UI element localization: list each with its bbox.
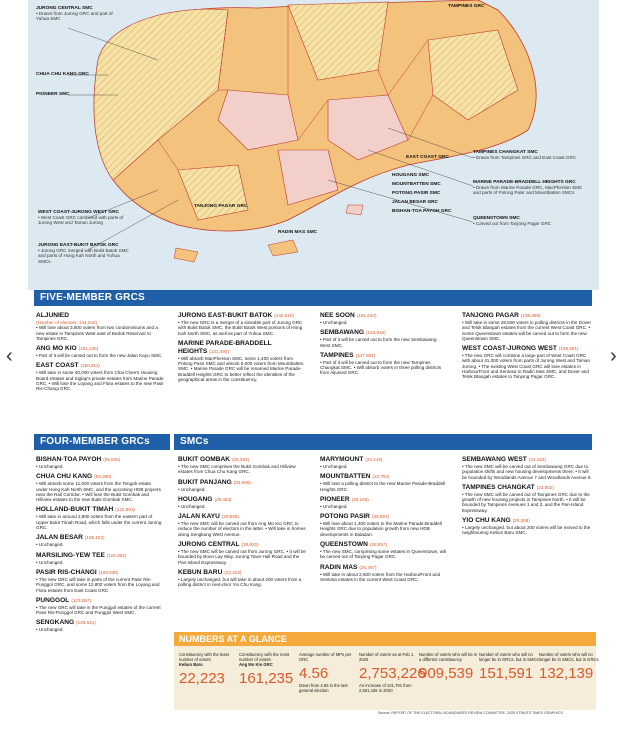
constituency-description: • Will lose about 1,400 voters to the Marine Parade-Braddell Heights GRC due to population growth from new HDB developments in Bidadari. [320, 521, 442, 537]
four-member-heading: FOUR-MEMBER GRCs [34, 434, 170, 450]
constituency-name: SEMBAWANG WEST (24,153) [462, 456, 546, 463]
elector-count: (25,368) [512, 518, 530, 524]
constituency-entry [36, 345, 164, 358]
constituency-entry [320, 496, 448, 509]
constituency-description: • The new SMC will be carved out from Jurong GRC. • It will be bounded by Boon Lay Way, Jurong Town Hall Road and the Pan-Island Expressway. [178, 549, 306, 565]
constituency-entry [36, 569, 164, 593]
constituency-entry [320, 352, 448, 376]
constituency-name: ALJUNIED [36, 312, 69, 319]
constituency-description: • Unchanged. [178, 503, 206, 509]
constituency-name: TAMPINES (147,904) [320, 351, 376, 359]
five-member-heading: FIVE-MEMBER GRCS [34, 290, 592, 306]
elector-note: (Number of electors: 144,032) [36, 320, 98, 325]
constituency-name: MOUNTBATTEN (22,754) [320, 473, 390, 481]
constituency-description: • Will take in some 40,000 voters from Chai Chee's Housing Board estates and Siglap's private estates from Marine Parade GRC. • Will lose the Loyang and Flora estates to the new Pasir Ris-Changi GRC. [36, 370, 164, 392]
constituency-description: • Largely unchanged, but will take in about 200 voters from a polling district in next-door Yio Chu Kang. [178, 576, 302, 588]
map-label-jurong-east-bukit-batok: JURONG EAST-BUKIT BATOK GRC • Jurong GRC merged with Bukit Batok SMC and parts of Hong Kah North and Yuhua SMCs [38, 243, 129, 264]
stat-value: 22,223 [179, 670, 225, 687]
glance-stat [479, 652, 539, 682]
elector-count: (123,557) [71, 597, 92, 603]
island-1 [268, 240, 298, 256]
smc-heading: SMCs [174, 434, 592, 450]
constituency-description: • The new SMC, comprising some estates in Queenstown, will be carved out of Tanjong Pagar GRC. [320, 549, 447, 560]
stat-note: An increase of 101,791 from 2,651,435 in 2020 [359, 683, 412, 693]
elector-count: (150,811) [80, 363, 100, 369]
smc-col-2 [320, 456, 448, 586]
elector-count: (29,433) [214, 496, 232, 502]
constituency-description: • Will lose about 3,800 voters from two condominiums and a new estate in Tampines West east of Bedok Reservoir to Tampines GRC. [36, 325, 158, 341]
glance-stat [299, 652, 359, 693]
constituency-entry [320, 564, 448, 583]
constituency-name: EAST COAST (150,811) [36, 362, 100, 370]
constituency-name: KEBUN BARU (22,223) [178, 568, 242, 576]
constituency-entry [36, 312, 164, 341]
constituency-entry [178, 340, 306, 382]
constituency-description: • The new SMC comprises the Bukit Gombak and Hillview estates from Chua Chu Kang GRC. [178, 464, 296, 475]
stat-label: Constituency with the most number of voters: [239, 652, 290, 662]
map-label-potong-pasir: POTONG PASIR SMC [392, 191, 441, 196]
glance-stat [539, 652, 599, 682]
stat-label: Constituency with the least number of voters: [179, 652, 229, 662]
stat-value: 151,591 [479, 665, 534, 682]
constituency-description: • Unchanged. [36, 542, 64, 548]
stat-value: 132,139 [539, 665, 594, 682]
map-label-tampines: TAMPINES GRC [448, 4, 485, 9]
constituency-name: POTONG PASIR (30,897) [320, 513, 390, 521]
constituency-entry [320, 513, 448, 537]
constituency-entry [462, 517, 592, 536]
map-label-mountbatten: MOUNTBATTEN SMC [392, 182, 441, 187]
elector-count: (100,639) [98, 569, 119, 575]
constituency-description: • The new SMC will be carved out from Ang Mo Kio GRC to reduce the number of electors in the latter. • Will take in homes along Sengkang West Avenue. [178, 521, 306, 537]
elector-count: (23,802) [536, 484, 554, 490]
constituency-entry [36, 362, 164, 391]
stat-label: Average number of MPs per GRC [299, 652, 352, 662]
constituency-description: • The new GRC will take in parts of the current Pasir Ris-Punggol GRC, and some 12,800 voters from the Loyang and Flora estates from East Coast GRC. [36, 576, 160, 593]
elector-count: (147,904) [355, 352, 376, 358]
elector-count: (158,581) [558, 346, 579, 352]
constituency-name: JALAN KAYU (29,565) [178, 513, 240, 521]
glance-heading: NUMBERS AT A GLANCE [174, 632, 596, 646]
constituency-name: TAMPINES CHANGKAT (23,802) [462, 483, 554, 491]
glance-stat [239, 652, 299, 687]
elector-count: (29,620) [241, 542, 259, 548]
five-col-1 [36, 312, 164, 396]
constituency-entry [320, 312, 448, 325]
map-label-east-coast: EAST COAST GRC [406, 155, 449, 160]
constituency-name: BISHAN-TOA PAYOH (99,505) [36, 456, 121, 463]
elector-count: (139,688) [520, 313, 541, 318]
constituency-description: • Part of it will be carved out to form the new Tampines Changkat SMC. • Will absorb voters in three polling districts from Aljunied GRC. [320, 359, 442, 376]
constituency-name: HOUGANG (29,433) [178, 495, 232, 503]
elector-count: (22,223) [224, 569, 242, 575]
constituency-entry [320, 329, 448, 348]
stat-value: 161,235 [239, 670, 294, 687]
constituency-map [28, 0, 599, 290]
constituency-name: SENGKANG (126,641) [36, 619, 96, 627]
constituency-entry [462, 484, 592, 513]
map-label-radin-mas: RADIN MAS SMC [278, 230, 318, 235]
constituency-description: • Will take in around 2,800 voters from the eastern part of Upper Bukit Timah Road, which falls under the current Jurong GRC. [36, 514, 162, 531]
map-label-marine-parade-braddell: MARINE PARADE-BRADDELL HEIGHTS GRC • Drawn from Marine Parade GRC, MacPherson SMC and parts of Potong Pasir and Mountbatten SMCs [473, 180, 583, 196]
glance-stat [359, 652, 426, 693]
four-col-1 [36, 456, 164, 637]
elector-count: (133,919) [365, 330, 386, 336]
constituency-description: • Part of it will be carved out to form the new Jalan Kayu SMC. [36, 353, 163, 359]
stat-constituency: Ang Mo Kio GRC [239, 662, 273, 667]
constituency-description: • The new SMC will be carved out of Tampines GRC due to the growth of new housing projects in Tampines North. • It will be bounded by Tampines Avenues 1 and 2, and the Pan-Island Expressway. [462, 491, 590, 513]
constituency-entry [178, 312, 306, 336]
constituency-entry [462, 345, 592, 379]
elector-count: (119,352) [106, 552, 127, 558]
constituency-entry [36, 552, 164, 565]
elector-count: (22,754) [372, 474, 390, 480]
constituency-name: JALAN BESAR (106,102) [36, 534, 105, 542]
constituency-name: JURONG EAST-BUKIT BATOK (142,510) [178, 312, 294, 319]
next-arrow-icon[interactable]: › [610, 345, 617, 367]
constituency-name: CHUA CHU KANG (93,368) [36, 473, 112, 481]
constituency-entry [320, 456, 448, 469]
elector-count: (24,153) [528, 457, 546, 462]
constituency-description: • The new GRC is a merger of a sizeable part of Jurong GRC with Bukit Batok SMC, the Bukit Batok West portions of Hong Kah North SMC, as well as part of Yuhua SMC. [178, 320, 303, 336]
constituency-name: WEST COAST-JURONG WEST (158,581) [462, 345, 579, 353]
constituency-name: RADIN MAS (25,497) [320, 563, 377, 571]
constituency-description: • Unchanged. [36, 627, 64, 633]
map-label-bishan-toa-payoh: BISHAN-TOA PAYOH GRC [392, 209, 452, 214]
elector-count: (33,566) [233, 479, 251, 485]
constituency-name: BUKIT GOMBAK (26,364) [178, 456, 250, 463]
constituency-entry [462, 456, 592, 480]
map-label-queenstown: QUEENSTOWN SMC • Carved out from Tanjong Pagar GRC [473, 216, 552, 227]
elector-count: (99,505) [103, 457, 121, 462]
map-label-west-coast-jurong-west: WEST COAST-JURONG WEST GRC • West Coast GRC combined with parts of Jurong West and Taman Jurong [38, 210, 124, 226]
constituency-name: HOLLAND-BUKIT TIMAH (122,891) [36, 506, 135, 514]
glance-stat [179, 652, 239, 687]
five-col-4 [462, 312, 592, 384]
constituency-description: • Largely unchanged, but about 200 voters will be moved to the neighbouring Kebun Baru SMC. [462, 525, 591, 536]
constituency-name: MARSILING-YEW TEE (119,352) [36, 551, 127, 559]
five-col-2 [178, 312, 306, 386]
numbers-at-a-glance [174, 632, 599, 710]
constituency-description: • Unchanged. [36, 559, 64, 565]
constituency-entry [462, 312, 592, 341]
elector-count: (93,368) [94, 474, 112, 480]
constituency-entry [36, 473, 164, 502]
constituency-entry [36, 597, 164, 616]
smc-col-3 [462, 456, 592, 540]
elector-count: (126,641) [76, 620, 96, 626]
stat-label: Number of voters who will no longer be in GRCs, but in SMCs [479, 652, 539, 662]
smc-col-1 [178, 456, 306, 592]
constituency-entry [178, 513, 306, 537]
elector-count: (161,235) [78, 346, 99, 352]
constituency-name: PIONEER (25,166) [320, 495, 369, 503]
constituency-name: MARINE PARADE-BRADDELL HEIGHTS (131,493) [178, 339, 272, 355]
constituency-description: • The new GRC will take in the Punggol estates of the current Pasir Ris-Punggol GRC and Punggol West SMC. [36, 604, 161, 616]
constituency-name: BUKIT PANJANG (33,566) [178, 478, 251, 486]
constituency-description: • Will lose a polling district to the new Marine Parade-Braddell Heights GRC. [320, 481, 446, 492]
constituency-description: • Will take in about 2,600 voters from the HarbourFront and Sentosa estates in the current West Coast GRC. [320, 571, 441, 582]
constituency-entry [178, 496, 306, 509]
prev-arrow-icon[interactable]: ‹ [6, 345, 13, 367]
constituency-description: • Unchanged. [36, 464, 64, 469]
constituency-name: ANG MO KIO (161,235) [36, 345, 99, 353]
constituency-entry [178, 569, 306, 588]
elector-count: (29,565) [221, 514, 240, 520]
elector-count: (142,510) [274, 313, 294, 318]
elector-count: (23,219) [365, 457, 383, 462]
source-credit: Source: REPORT OF THE ELECTORAL BOUNDARIES REVIEW COMMITTEE, 2025 STRAITS TIMES GRAPHICS [378, 711, 563, 715]
map-label-chua-chu-kang: CHUA CHU KANG GRC [36, 72, 89, 77]
stat-value: 2,753,226 [359, 665, 426, 682]
constituency-description: • The new GRC will combine a large part of West Coast GRC with about 41,000 voters from parts of Jurong West and Taman Jurong. • The existing West Coast GRC will lose estates in HarbourFront and Sentosa to Radin Mas SMC, and Dover and Telok Blangah estates to Tanjong Pagar GRC. [462, 353, 591, 380]
stat-note: Down from 4.65 in the last general election [299, 683, 348, 693]
island-3 [346, 205, 363, 215]
constituency-entry [178, 456, 306, 475]
elector-count: (106,102) [84, 535, 105, 541]
map-label-pioneer: PIONEER SMC [36, 92, 70, 97]
stat-label: Number of voters as at Feb 1, 2025 [359, 652, 415, 662]
constituency-name: MARYMOUNT (23,219) [320, 456, 383, 463]
constituency-name: SEMBAWANG (133,919) [320, 329, 386, 337]
stat-label: Number of voters who will no longer be in SMCs, but in GRCs [539, 652, 599, 662]
constituency-description: • Unchanged. [320, 503, 348, 509]
constituency-entry [36, 534, 164, 547]
constituency-description: • Part of it will be carved out to form the new Sembawang West SMC. [320, 337, 437, 348]
stat-value: 909,539 [419, 665, 474, 682]
elector-count: (26,364) [232, 457, 250, 462]
constituency-entry [178, 541, 306, 565]
elector-count: (28,857) [369, 542, 387, 548]
map-label-tanjong-pagar: TANJONG PAGAR GRC [194, 204, 248, 209]
constituency-entry [36, 619, 164, 632]
constituency-entry [36, 506, 164, 530]
constituency-description: • Unchanged. [320, 320, 348, 325]
constituency-name: JURONG CENTRAL (29,620) [178, 541, 259, 549]
constituency-entry [178, 479, 306, 492]
elector-count: (122,891) [115, 507, 135, 513]
constituency-description: • Unchanged. [320, 464, 348, 469]
elector-count: (151,634) [356, 313, 377, 318]
constituency-name: QUEENSTOWN (28,857) [320, 541, 387, 549]
constituency-description: • Unchanged. [178, 486, 206, 492]
constituency-description: • Will absorb some 11,600 voters from the Tengah estate under Hong Kah North SMC, and the upcoming HDB projects near the Rail Corridor. • Will lose the Bukit Gombak and Hillview estates to the new Bukit Gombak SMC. [36, 481, 161, 503]
constituency-name: TANJONG PAGAR (139,688) [462, 312, 541, 319]
map-label-tampines-changkat: TAMPINES CHANGKAT SMC • Drawn from Tampines GRC and East Coast GRC [473, 150, 577, 161]
elector-count: (30,897) [371, 514, 390, 520]
constituency-description: • Will take in some 28,500 voters in polling districts in the Dover and Telok Blangah estates from the current West Coast GRC. • Some Queenstown estates will be carved out to form the new Queenstown SMC. [462, 320, 592, 341]
five-col-3 [320, 312, 448, 380]
constituency-entry [320, 473, 448, 492]
map-label-hougang: HOUGANG SMC [392, 173, 430, 178]
stat-constituency: Kebun Baru [179, 662, 203, 667]
constituency-entry [36, 456, 164, 469]
island-2 [174, 248, 198, 262]
glance-stat [419, 652, 479, 682]
stat-label: Number of voters who will be in a different constituency [419, 652, 478, 662]
constituency-entry [320, 541, 448, 560]
elector-count: (25,497) [359, 564, 377, 570]
stat-value: 4.56 [299, 665, 329, 682]
constituency-name: YIO CHU KANG (25,368) [462, 517, 530, 525]
elector-count: (25,166) [351, 496, 369, 502]
constituency-name: NEE SOON (151,634) [320, 312, 377, 319]
constituency-description: • Will absorb MacPherson SMC, some 1,400 voters from Potong Pasir SMC and almost 5,000 voters from Mountbatten SMC. • Marine Parade GRC will be renamed Marine Parade-Braddell Heights GRC to better reflect the identities of the geographical areas in the constituency. [178, 355, 304, 383]
infographic [28, 0, 599, 722]
map-label-jurong-central: JURONG CENTRAL SMC • Drawn from Jurong GRC and part of Yuhua SMC [36, 6, 113, 22]
constituency-name: PUNGGOL (123,557) [36, 596, 92, 604]
constituency-description: • The new SMC will be carved out of Sembawang GRC due to population shifts and new housing developments there. • It will be bounded by Woodlands Avenue 7 and Woodlands Avenue 9. [462, 464, 592, 480]
constituency-name: PASIR RIS-CHANGI (100,639) [36, 568, 119, 576]
map-label-jalan-besar: JALAN BESAR GRC [392, 200, 439, 205]
elector-count: (131,493) [209, 348, 229, 354]
